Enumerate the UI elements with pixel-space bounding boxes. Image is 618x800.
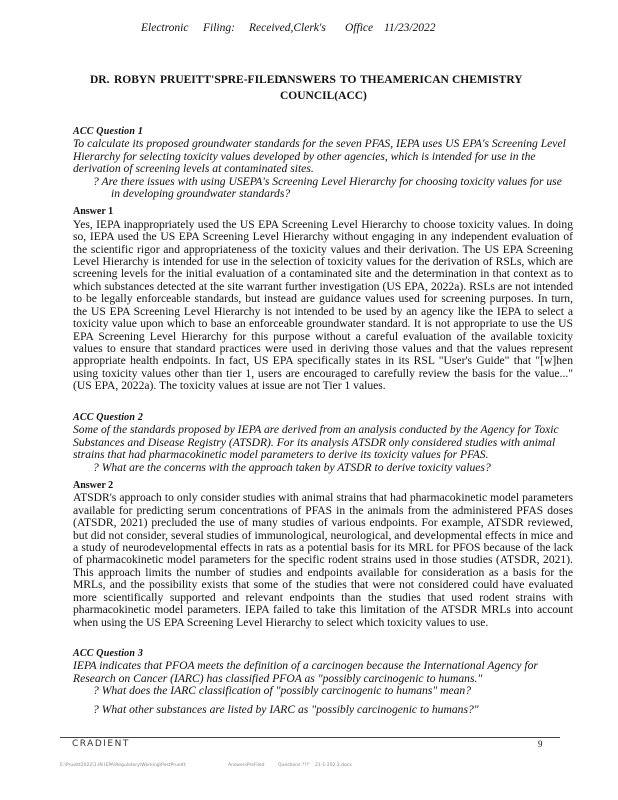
answer-text: ATSDR's approach to only consider studies with animal strains that had pharmacokinetic model parameters available for predicting serum concentrations of PFAS in the animals from the administered PFAS doses (ATSDR, 2021) precluded the use of many studies of various endpoints. For example, ATSDR reviewed, but did not consider, several studies of immunological, neurological, and developmental effects in mice and a study of neurodevelopmental effects in rats as a potential basis for its MRL for PFOS because of the lack of pharmacokinetic model parameters for the specific rodent strains used in those studies (ATSDR, 2021). This approach limits the number of studies and endpoints available for consideration as a basis for the MRLs, and the possibility exists that some of the studies that were not considered could have evaluated more scientifically supported and relevant endpoints than the studies that used rodent strains with pharmacokinetic model parameters. IEPA failed to take this limitation of the ATSDR MRLs into account when using the US EPA Screening Level Hierarchy to select which toxicity values to use. xyxy=(73,491,573,629)
question-label: ACC Question 3 xyxy=(73,648,144,659)
title-word: THEAMERICAN xyxy=(360,74,449,86)
header-date: 11/23/2022 xyxy=(384,22,436,34)
question-bullet: ? What are the concerns with the approach taken by ATSDR to derive toxicity values? xyxy=(93,460,491,474)
header-filing: Filing: xyxy=(203,22,235,34)
question-label: ACC Question 2 xyxy=(73,412,144,423)
title-word: ANSWERS xyxy=(279,74,336,86)
title-word: TO xyxy=(340,74,357,86)
answer-label: Answer 2 xyxy=(73,480,114,492)
question-3-block xyxy=(73,648,573,716)
page-number: 9 xyxy=(538,739,543,749)
gradient-logo: CRADIENT xyxy=(72,739,130,749)
footer-divider xyxy=(60,737,560,738)
question-bullet: ? What does the IARC classification of "possibly carcinogenic to humans" mean? xyxy=(93,684,472,698)
question-text: Some of the standards proposed by IEPA are derived from an analysis conducted by the Agency for Toxic Substances and Disease Registry (ATSDR). For its analysis ATSDR only considered studies with animal strains that had pharmacokinetic model parameters to derive its toxicity values for PFAS. xyxy=(73,423,559,462)
question-1-block xyxy=(73,126,573,393)
answer-label: Answer 1 xyxy=(73,206,114,218)
title-word: COUNCIL(ACC) xyxy=(280,90,367,102)
question-label: ACC Question 1 xyxy=(73,126,144,137)
question-text: IEPA indicates that PFOA meets the definition of a carcinogen because the International Agency for Research on Cancer (IARC) has classified PFOA as "possibly carcinogenic to humans." xyxy=(73,659,538,685)
question-bullet: ? Are there issues with using USEPA's Screening Level Hierarchy for choosing toxicity values for use in developing groundwater standards? xyxy=(93,174,562,201)
question-bullet: ? What other substances are listed by IARC as "possibly carcinogenic to humans?" xyxy=(93,702,479,716)
question-text: To calculate its proposed groundwater standards for the seven PFAS, IEPA uses US EPA's Screening Level Hierarchy for selecting toxicity values developed by other agencies, which is intended for use in the derivation of screening levels at contaminated sites. xyxy=(73,137,566,176)
title-word: ROBYN xyxy=(114,74,156,86)
footer-file-path: E:\Prueitt2022\1.IN IEPA\Regulatory\Working\PostPrueitt xyxy=(60,763,186,768)
title-word: PRUEITT'SPRE-FILED xyxy=(160,74,283,86)
question-2-block xyxy=(73,412,573,629)
title-word: DR. xyxy=(90,74,110,86)
footer-questions: Questions ??? xyxy=(278,763,310,768)
header-electronic: Electronic xyxy=(141,22,189,34)
header-received: Received,Clerk's xyxy=(249,22,326,34)
footer-file-name: AnswersPreFiled xyxy=(228,763,265,768)
answer-text: Yes, IEPA inappropriately used the US EPA Screening Level Hierarchy to choose toxicity values. In doing so, IEPA used the US EPA Screening Level Hierarchy without engaging in any independent evaluation of the scientific rigor and appropriateness of the toxicity values and their derivation. The US EPA Screening Level Hierarchy is intended for use in the selection of toxicity values for the derivation of RSLs, which are screening levels for the initial evaluation of a contaminated site and the determination in that context as to which substances detected at the site warrant further investigation (US EPA, 2022a). RSLs are not intended to be legally enforceable standards, but instead are guidance values used for screening purposes. In turn, the US EPA Screening Level Hierarchy is not intended to be used by an agency like the IEPA to select a toxicity value upon which to base an enforceable groundwater standard. It is not appropriate to use the US EPA Screening Level Hierarchy for this purpose without a careful evaluation of the available toxicity values to ensure that standard practices were used in deriving those values and that the values represent appropriate health endpoints. In fact, US EPA specifically states in its RSL "User's Guide" that "[w]hen using toxicity values other than tier 1, users are encouraged to carefully review the basis for the value..." (US EPA, 2022a). The toxicity values at issue are not Tier 1 values. xyxy=(73,217,573,393)
header-office: Office xyxy=(345,22,374,34)
footer-date: 21-1-202 2.docx xyxy=(315,763,352,768)
title-word: CHEMISTRY xyxy=(452,74,523,86)
